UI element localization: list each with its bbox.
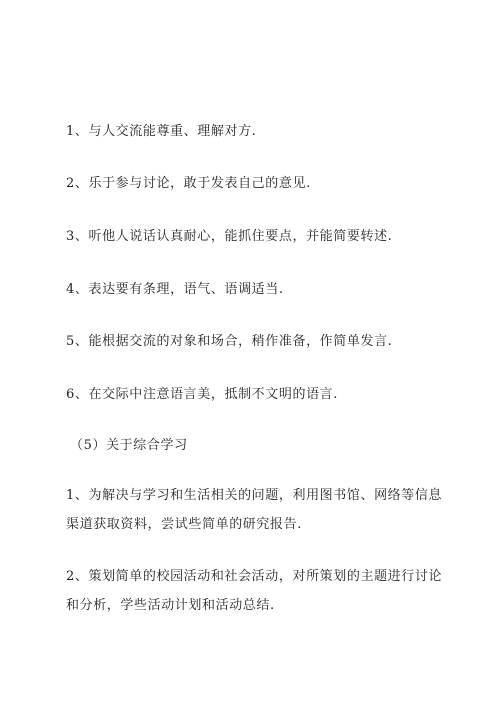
list-item-3: 3、听他人说话认真耐心，能抓住要点，并能简要转述. xyxy=(66,229,393,244)
section-heading: （5）关于综合学习 xyxy=(70,438,188,453)
list-item-4: 4、表达要有条理，语气、语调适当. xyxy=(66,282,284,297)
list-item-5: 5、能根据交流的对象和场合，稍作准备，作简单发言. xyxy=(66,334,393,349)
section-list-item-1: 1、为解决与学习和生活相关的问题，利用图书馆、网络等信息渠道获取资料，尝试些简单的研究报告. xyxy=(66,488,443,532)
list-item-6: 6、在交际中注意语言美，抵制不文明的语言. xyxy=(66,387,339,402)
list-item-2: 2、乐于参与讨论，敢于发表自己的意见. xyxy=(66,176,311,191)
section-list-item-2: 2、策划简单的校园活动和社会活动，对所策划的主题进行讨论和分析，学些活动计划和活动总结. xyxy=(66,569,443,613)
list-item-1: 1、与人交流能尊重、理解对方. xyxy=(66,124,257,139)
